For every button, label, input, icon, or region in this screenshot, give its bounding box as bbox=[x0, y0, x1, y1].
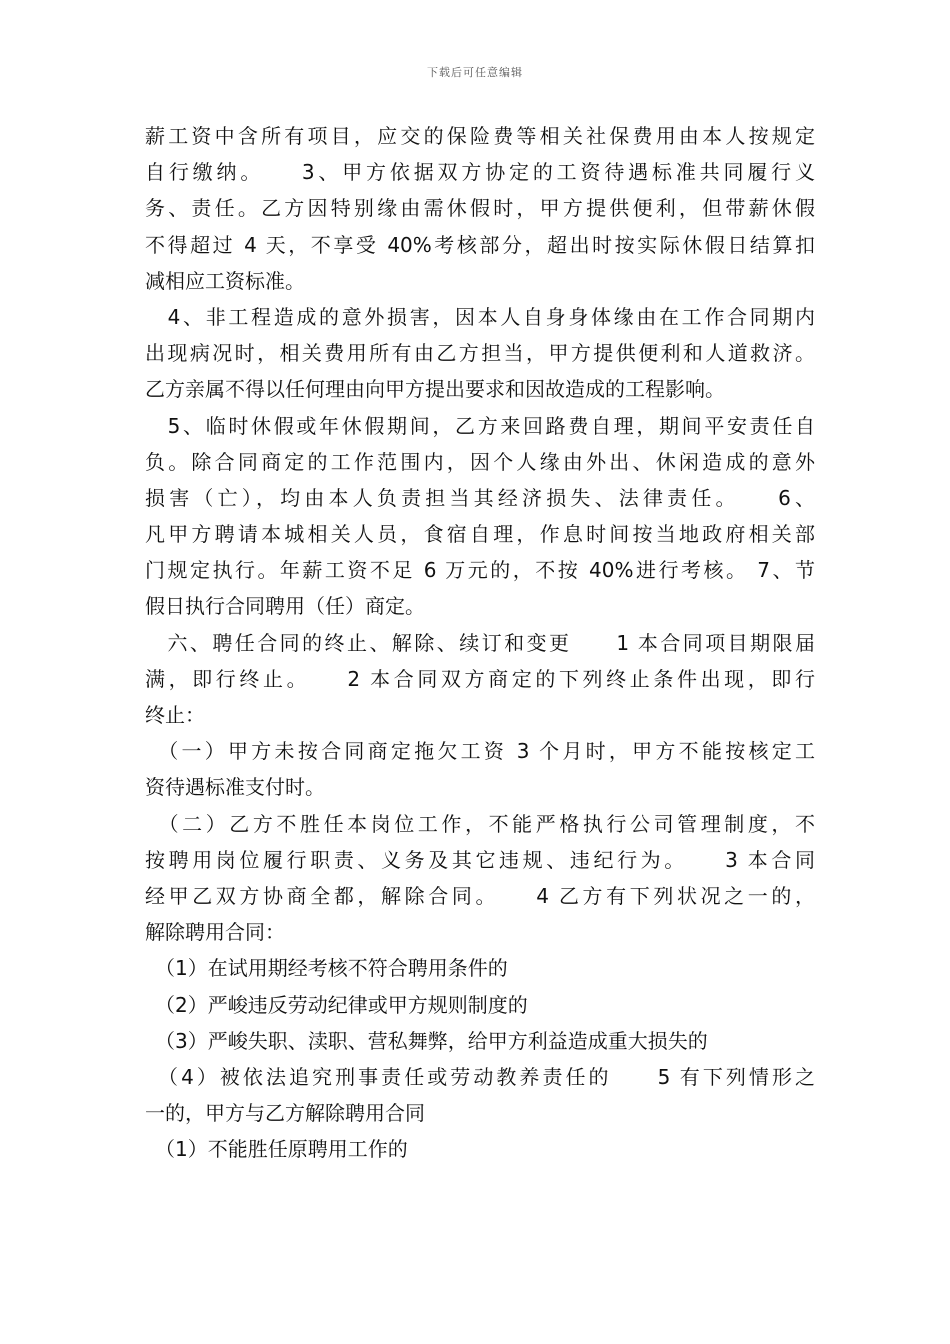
text-line: 经甲乙双方协商全都，解除合同。 4 乙方有下列状况之一的， bbox=[145, 883, 815, 908]
text-line: 六、聘任合同的终止、解除、续订和变更 1 本合同项目期限届 bbox=[145, 630, 815, 655]
text-line: 减相应工资标准。 bbox=[145, 268, 305, 293]
text-line: 务、责任。乙方因特别缘由需休假时，甲方提供便利，但带薪休假 bbox=[145, 196, 815, 221]
page-header: 下载后可任意编辑 bbox=[427, 66, 523, 79]
text-line: 一的，甲方与乙方解除聘用合同 bbox=[145, 1101, 425, 1126]
text-line: 4、非工程造成的意外损害，因本人自身身体缘由在工作合同期内 bbox=[145, 304, 815, 329]
text-line: 负。除合同商定的工作范围内，因个人缘由外出、休闲造成的意外 bbox=[145, 449, 815, 474]
text-line: 门规定执行。年薪工资不足 6 万元的，不按 40%进行考核。 7、节 bbox=[145, 558, 815, 583]
text-line: 薪工资中含所有项目，应交的保险费等相关社保费用由本人按规定 bbox=[145, 124, 815, 148]
text-line: 终止： bbox=[145, 703, 205, 727]
text-line: （3）严峻失职、渎职、营私舞弊，给甲方利益造成重大损失的 bbox=[145, 1028, 708, 1053]
text-line: 5、临时休假或年休假期间，乙方来回路费自理，期间平安责任自 bbox=[145, 413, 815, 438]
text-line: 按聘用岗位履行职责、义务及其它违规、违纪行为。 3 本合同 bbox=[145, 847, 815, 872]
text-line: （1）不能胜任原聘用工作的 bbox=[145, 1137, 408, 1162]
text-line: 假日执行合同聘用（任）商定。 bbox=[145, 594, 425, 619]
text-line: 凡甲方聘请本城相关人员，食宿自理，作息时间按当地政府相关部 bbox=[145, 522, 815, 547]
text-line: （4）被依法追究刑事责任或劳动教养责任的 5 有下列情形之 bbox=[145, 1064, 815, 1089]
text-line: 自行缴纳。 3、甲方依据双方协定的工资待遇标准共同履行义 bbox=[145, 160, 815, 185]
text-line: 不得超过 4 天，不享受 40%考核部分，超出时按实际休假日结算扣 bbox=[145, 232, 815, 257]
text-line: 乙方亲属不得以任何理由向甲方提出要求和因故造成的工程影响。 bbox=[145, 377, 725, 402]
text-line: （1）在试用期经考核不符合聘用条件的 bbox=[145, 956, 508, 981]
text-line: （2）严峻违反劳动纪律或甲方规则制度的 bbox=[145, 992, 528, 1017]
text-line: （二）乙方不胜任本岗位工作，不能严格执行公司管理制度，不 bbox=[145, 811, 815, 836]
text-line: 解除聘用合同： bbox=[145, 920, 285, 945]
document-body bbox=[145, 118, 815, 1167]
text-line: 满，即行终止。 2 本合同双方商定的下列终止条件出现，即行 bbox=[145, 666, 815, 691]
text-line: （一）甲方未按合同商定拖欠工资 3 个月时，甲方不能按核定工 bbox=[145, 739, 815, 764]
text-line: 资待遇标准支付时。 bbox=[145, 775, 325, 800]
text-line: 出现病况时，相关费用所有由乙方担当，甲方提供便利和人道救济。 bbox=[145, 341, 815, 366]
text-line: 损害（亡），均由本人负责担当其经济损失、法律责任。 6、 bbox=[145, 485, 815, 510]
